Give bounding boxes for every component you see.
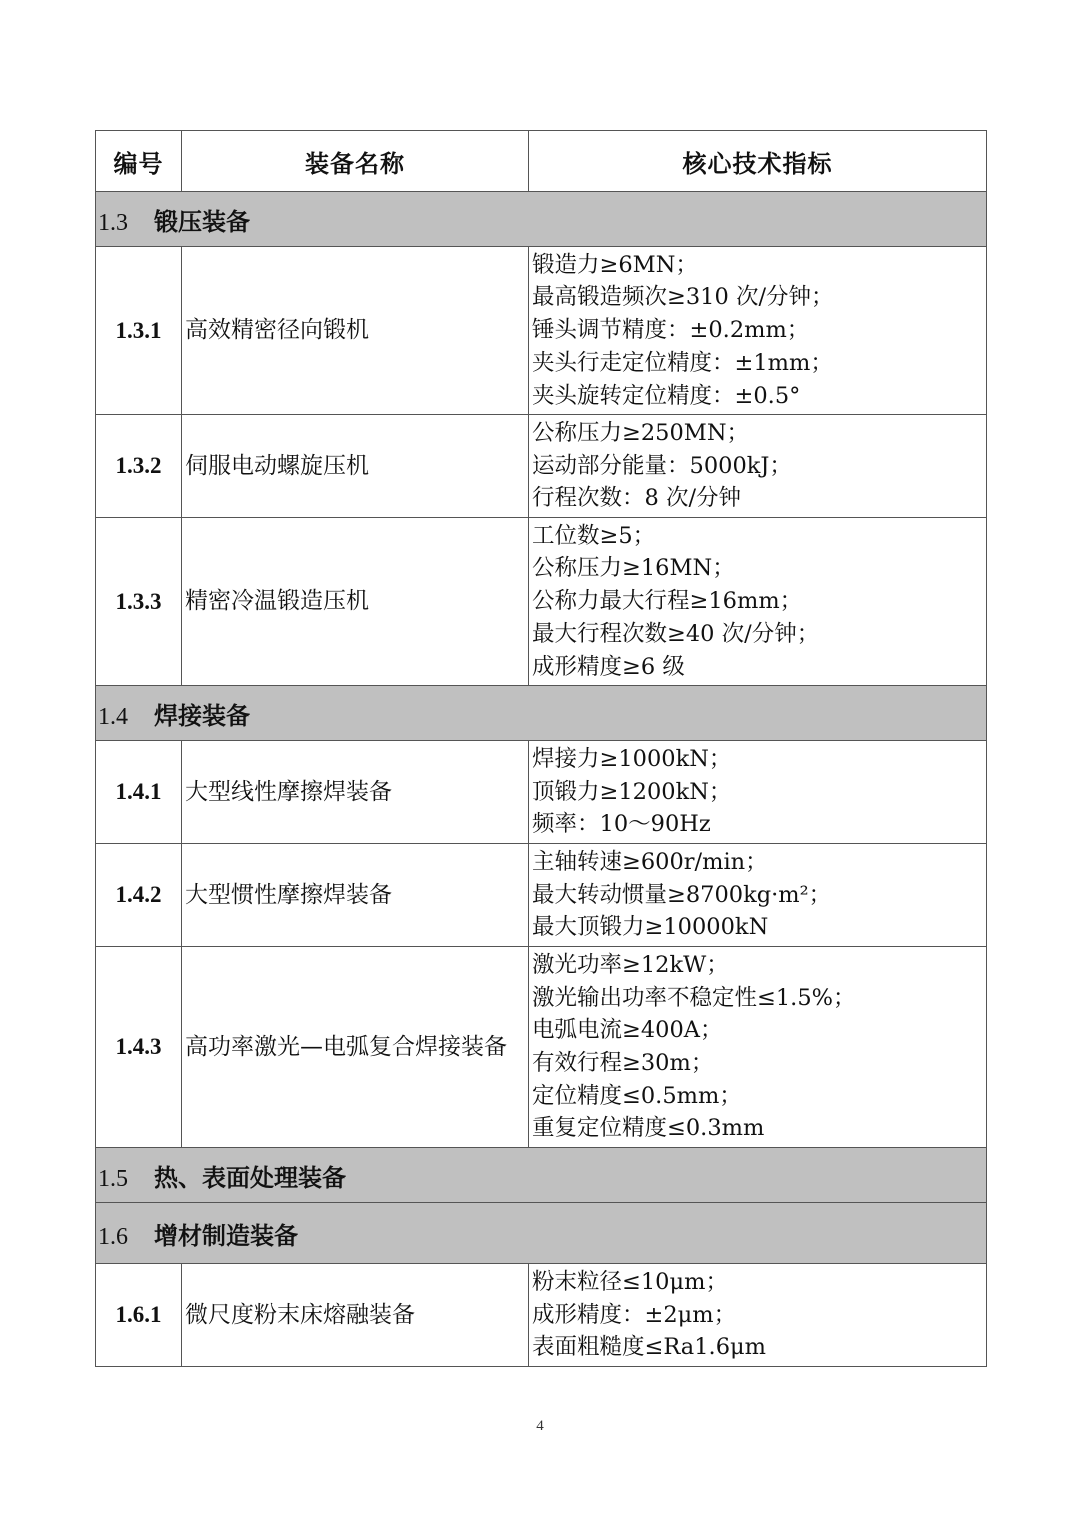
spec-line: 频率：10～90Hz xyxy=(532,811,711,838)
spec-line: 最大顶锻力≥10000kN xyxy=(532,914,769,941)
item-specs xyxy=(529,247,987,415)
section-row-1-5 xyxy=(96,1148,987,1203)
item-name: 微尺度粉末床熔融装备 xyxy=(182,1264,529,1367)
equipment-spec-table xyxy=(95,130,987,1367)
item-name: 大型惯性摩擦焊装备 xyxy=(182,844,529,947)
table-row xyxy=(96,247,987,415)
table-row xyxy=(96,518,987,686)
spec-line: 电弧电流≥400A； xyxy=(532,1017,723,1044)
spec-line: 焊接力≥1000kN； xyxy=(532,745,732,772)
spec-line: 定位精度≤0.5mm； xyxy=(532,1082,742,1109)
spec-line: 成形精度：±2μm； xyxy=(532,1301,737,1328)
item-specs xyxy=(529,741,987,844)
section-row-1-4 xyxy=(96,686,987,741)
section-number: 1.5 xyxy=(98,1165,128,1192)
spec-line: 表面粗糙度≤Ra1.6μm xyxy=(532,1334,766,1361)
table-row xyxy=(96,844,987,947)
table-row xyxy=(96,1264,987,1367)
table-row xyxy=(96,947,987,1148)
page-number: 4 xyxy=(536,1418,544,1434)
item-id: 1.3.3 xyxy=(96,518,182,686)
section-title: 锻压装备 xyxy=(154,207,250,236)
spec-line: 工位数≥5； xyxy=(532,522,656,549)
section-row-1-6 xyxy=(96,1203,987,1264)
spec-line: 行程次数：8 次/分钟 xyxy=(532,485,742,512)
item-id: 1.3.2 xyxy=(96,415,182,518)
item-id: 1.4.3 xyxy=(96,947,182,1148)
item-specs xyxy=(529,1264,987,1367)
table-row xyxy=(96,415,987,518)
item-id: 1.6.1 xyxy=(96,1264,182,1367)
spec-line: 锤头调节精度：±0.2mm； xyxy=(532,317,810,344)
header-specs: 核心技术指标 xyxy=(529,131,987,192)
spec-line: 有效行程≥30m； xyxy=(532,1050,714,1076)
spec-line: 公称压力≥250MN； xyxy=(532,419,750,446)
item-name: 高效精密径向锻机 xyxy=(182,247,529,415)
section-number: 1.4 xyxy=(98,703,128,730)
spec-line: 最高锻造频次≥310 次/分钟； xyxy=(532,284,834,311)
section-title: 焊接装备 xyxy=(154,701,250,730)
spec-line: 重复定位精度≤0.3mm xyxy=(532,1115,765,1142)
spec-line: 激光输出功率不稳定性≤1.5%； xyxy=(532,984,856,1011)
header-name: 装备名称 xyxy=(182,131,529,192)
item-id: 1.4.1 xyxy=(96,741,182,844)
spec-line: 最大转动惯量≥8700kg·m²； xyxy=(532,881,832,908)
spec-line: 成形精度≥6 级 xyxy=(532,653,685,680)
item-specs xyxy=(529,415,987,518)
table-row xyxy=(96,741,987,844)
item-specs xyxy=(529,844,987,947)
spec-line: 顶锻力≥1200kN； xyxy=(532,778,732,805)
item-id: 1.3.1 xyxy=(96,247,182,415)
section-title: 热、表面处理装备 xyxy=(154,1163,346,1192)
item-name: 精密冷温锻造压机 xyxy=(182,518,529,686)
spec-line: 锻造力≥6MN； xyxy=(532,251,698,278)
section-row-1-3 xyxy=(96,192,987,247)
item-specs xyxy=(529,947,987,1148)
table-header-row xyxy=(96,131,987,192)
spec-line: 公称压力≥16MN； xyxy=(532,555,735,582)
section-title: 增材制造装备 xyxy=(154,1221,298,1250)
spec-line: 激光功率≥12kW； xyxy=(532,951,729,978)
item-id: 1.4.2 xyxy=(96,844,182,947)
spec-line: 最大行程次数≥40 次/分钟； xyxy=(532,620,820,647)
item-name: 高功率激光—电弧复合焊接装备 xyxy=(182,947,529,1148)
spec-line: 公称力最大行程≥16mm； xyxy=(532,588,803,615)
spec-line: 主轴转速≥600r/min； xyxy=(532,848,768,875)
item-name: 伺服电动螺旋压机 xyxy=(182,415,529,518)
spec-line: 夹头旋转定位精度：±0.5° xyxy=(532,382,801,409)
section-number: 1.3 xyxy=(98,209,128,236)
spec-line: 运动部分能量：5000kJ； xyxy=(532,452,792,479)
item-name: 大型线性摩擦焊装备 xyxy=(182,741,529,844)
section-number: 1.6 xyxy=(98,1223,128,1250)
spec-line: 粉末粒径≤10μm； xyxy=(532,1268,728,1295)
header-id: 编号 xyxy=(96,131,182,192)
spec-line: 夹头行走定位精度：±1mm； xyxy=(532,349,833,376)
item-specs xyxy=(529,518,987,686)
